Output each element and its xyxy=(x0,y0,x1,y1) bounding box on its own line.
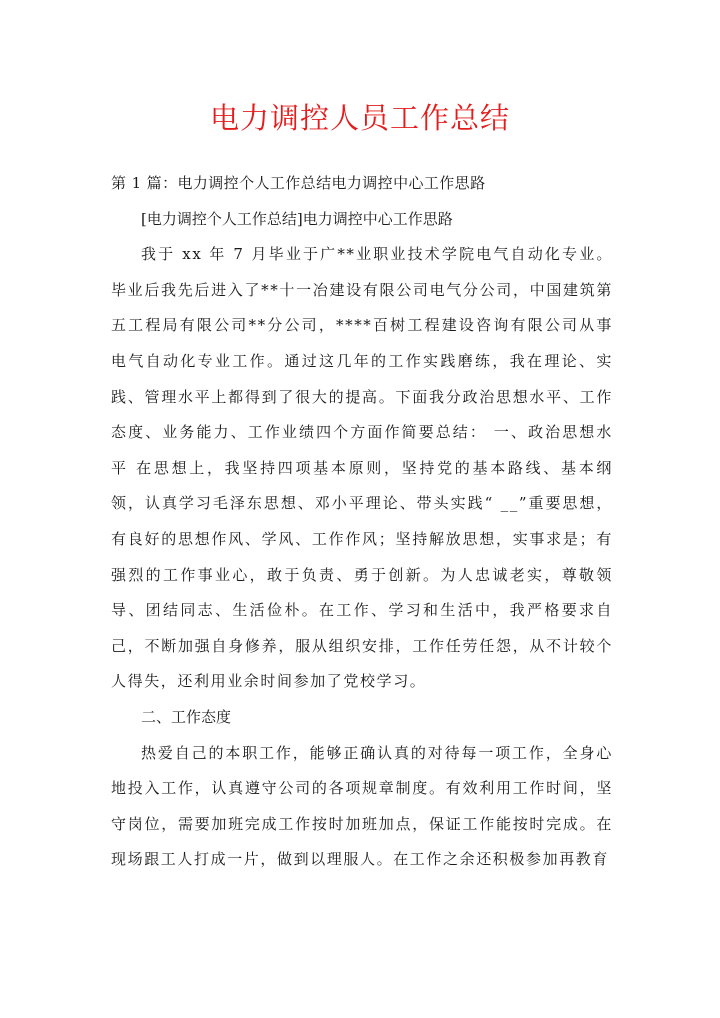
body-paragraph-2: 热爱自己的本职工作，能够正确认真的对待每一项工作，全身心地投入工作，认真遵守公司的各项规章制度。有效利用工作时间，坚守岗位，需要加班完成工作按时加班加点，保证工作能按时完成。在现场跟工人打成一片，做到以理服人。在工作之余还积极参加再教育 xyxy=(111,743,613,869)
subheading: [电力调控个人工作总结]电力调控中心工作思路 xyxy=(141,209,453,228)
section-two-heading: 二、工作态度 xyxy=(141,707,232,726)
document-body xyxy=(111,166,613,878)
body-paragraph-1: 我于 xx 年 7 月毕业于广**业职业技术学院电气自动化专业。毕业后我先后进入了**十一冶建设有限公司电气分公司，中国建筑第五工程局有限公司**分公司，****百树工程建设咨询有限公司从事电气自动化专业工作。通过这几年的工作实践磨练，我在理论、实践、管理水平上都得到了很大的提高。下面我分政治思想水平、工作态度、业务能力、工作业绩四个方面作简要总结： 一、政治思想水平 在思想上，我坚持四项基本原则，坚持党的基本路线、基本纲领，认真学习毛泽东思想、邓小平理论、带头实践“ __”重要思想，有良好的思想作风、学风、工作作风；坚持解放思想，实事求是；有强烈的工作事业心，敢于负责、勇于创新。为人忠诚老实，尊敬领导、团结同志、生活俭朴。在工作、学习和生活中，我严格要求自己，不断加强自身修养，服从组织安排，工作任劳任怨，从不计较个人得失，还利用业余时间参加了党校学习。 xyxy=(111,245,613,691)
chapter-heading: 第 1 篇：电力调控个人工作总结电力调控中心工作思路 xyxy=(111,174,486,192)
document-title: 电力调控人员工作总结 xyxy=(209,101,510,135)
